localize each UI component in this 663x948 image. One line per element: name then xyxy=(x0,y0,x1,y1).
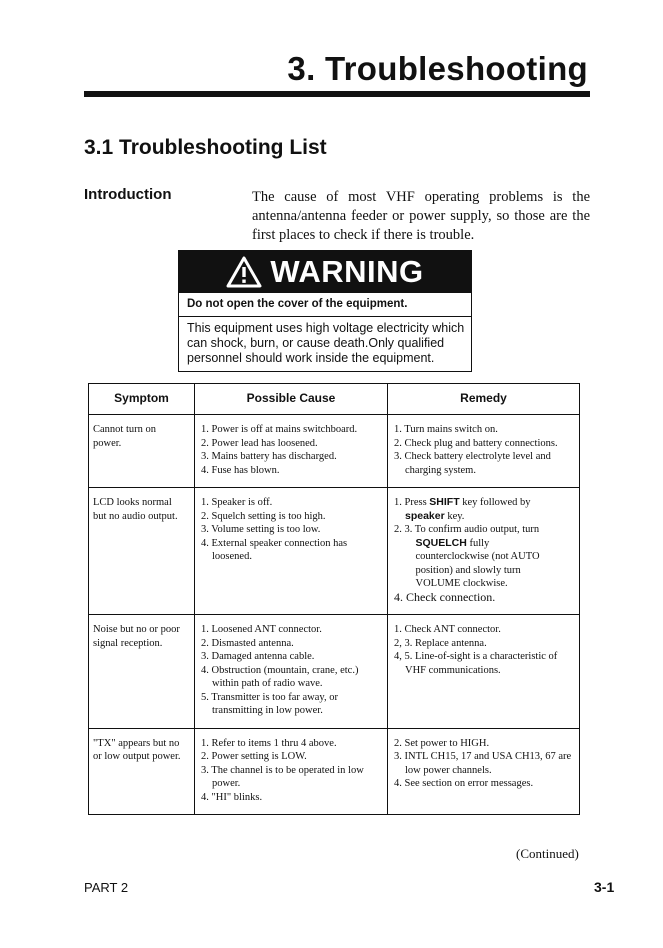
remedy-item: 4. Check connection. xyxy=(394,589,496,604)
warning-triangle-icon xyxy=(226,256,262,288)
section-title: 3.1 Troubleshooting List xyxy=(84,136,327,159)
header-remedy: Remedy xyxy=(388,384,580,415)
intro-text: The cause of most VHF operating problems is the antenna/antenna feeder or power supply, so those are the first places to check if there is trouble. xyxy=(252,189,590,243)
cause-item: 3. Volume setting is too low. xyxy=(201,524,321,535)
remedy-text: counterclockwise (not AUTO xyxy=(415,551,540,562)
cause-item: 1. Refer to items 1 thru 4 above. xyxy=(201,737,337,749)
remedy-text: 2. 3. To confirm audio output, turn xyxy=(394,524,540,535)
header-symptom: Symptom xyxy=(89,384,195,415)
cause-cell xyxy=(195,415,388,488)
cause-cell xyxy=(195,615,388,729)
troubleshooting-table xyxy=(88,383,580,815)
remedy-item: 4. See section on error messages. xyxy=(394,778,534,789)
remedy-cell xyxy=(388,415,580,488)
remedy-text: position) and slowly turn xyxy=(415,564,521,576)
warning-divider xyxy=(179,316,471,317)
footer-part: PART 2 xyxy=(84,880,129,895)
warning-headline: Do not open the cover of the equipment. xyxy=(187,298,408,310)
remedy-item: 2. Check plug and battery connections. xyxy=(394,437,558,449)
cause-item: 3. Mains battery has discharged. xyxy=(201,451,337,462)
cause-item: 3. The channel is to be operated in low power. xyxy=(201,764,364,789)
table-row xyxy=(89,615,580,729)
cause-cell xyxy=(195,728,388,815)
cause-item: 2. Squelch setting is too high. xyxy=(201,510,326,522)
chapter-title: 3. Troubleshooting xyxy=(287,50,588,87)
continued-note: (Continued) xyxy=(516,846,579,861)
remedy-item: 2, 3. Replace antenna. xyxy=(394,637,487,649)
warning-box xyxy=(178,250,472,372)
chapter-rule xyxy=(84,91,590,97)
cause-cell xyxy=(195,488,388,615)
cause-item: 3. Damaged antenna cable. xyxy=(201,651,315,662)
warning-body: This equipment uses high voltage electricity which can shock, burn, or cause death.Only qualified personnel should work inside the equipment. xyxy=(187,321,465,365)
remedy-cell xyxy=(388,728,580,815)
remedy-text: fully xyxy=(466,537,490,549)
remedy-text: key. xyxy=(444,510,465,522)
footer-page-number: 3-1 xyxy=(594,879,615,895)
remedy-text: key followed by xyxy=(459,497,531,508)
cause-item: 2. Power setting is LOW. xyxy=(201,751,307,762)
warning-banner xyxy=(179,251,471,293)
remedy-item: 3. Check battery electrolyte level and charging system. xyxy=(394,451,551,476)
cause-item: 1. Power is off at mains switchboard. xyxy=(201,424,358,435)
cause-item: 1. Speaker is off. xyxy=(201,497,273,508)
cause-item: 4. External speaker connection has loosened. xyxy=(201,537,348,562)
remedy-item: 3. INTL CH15, 17 and USA CH13, 67 are low power channels. xyxy=(394,751,572,776)
table-header-row xyxy=(89,384,580,415)
symptom-cell: "TX" appears but no or low output power. xyxy=(89,728,195,815)
cause-item: 2. Power lead has loosened. xyxy=(201,437,318,449)
header-possible-cause: Possible Cause xyxy=(195,384,388,415)
remedy-text: VOLUME clockwise. xyxy=(415,578,508,589)
symptom-cell: Cannot turn on power. xyxy=(89,415,195,488)
cause-item: 4. Fuse has blown. xyxy=(201,464,280,476)
remedy-item: 1. Turn mains switch on. xyxy=(394,424,498,435)
cause-item: 4. "HI" blinks. xyxy=(201,791,263,803)
remedy-cell xyxy=(388,488,580,615)
remedy-text: 1. Press xyxy=(394,497,430,508)
squelch-key-label: SQUELCH xyxy=(415,536,467,549)
cause-item: 4. Obstruction (mountain, crane, etc.) within path of radio wave. xyxy=(201,664,359,689)
remedy-item xyxy=(394,496,573,523)
cause-item: 1. Loosened ANT connector. xyxy=(201,624,322,635)
cause-item: 2. Dismasted antenna. xyxy=(201,637,294,649)
remedy-item: 1. Check ANT connector. xyxy=(394,624,501,635)
remedy-cell xyxy=(388,615,580,729)
remedy-item xyxy=(394,523,573,591)
warning-label: WARNING xyxy=(270,254,424,289)
cause-item: 5. Transmitter is too far away, or transmitting in low power. xyxy=(201,691,338,716)
remedy-item: 4, 5. Line-of-sight is a characteristic of VHF communications. xyxy=(394,651,558,676)
symptom-cell: LCD looks normal but no audio output. xyxy=(89,488,195,615)
shift-key-label: SHIFT xyxy=(429,496,460,508)
remedy-item: 2. Set power to HIGH. xyxy=(394,737,490,749)
speaker-key-label: speaker xyxy=(405,509,445,522)
table-row xyxy=(89,488,580,615)
symptom-cell: Noise but no or poor signal reception. xyxy=(89,615,195,729)
table-row xyxy=(89,415,580,488)
intro-heading: Introduction xyxy=(84,186,172,203)
table-row xyxy=(89,728,580,815)
